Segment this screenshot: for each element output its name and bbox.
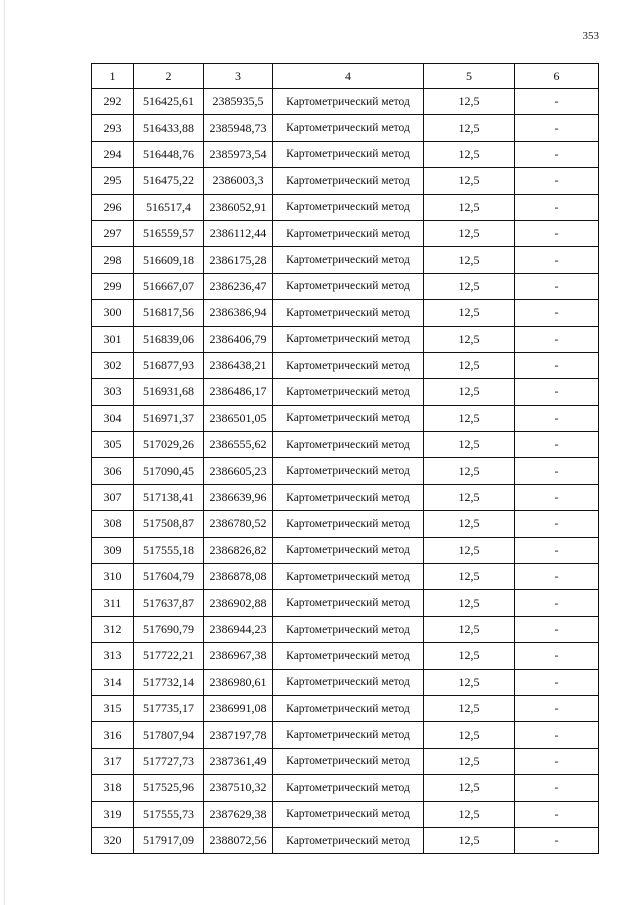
x-coordinate-cell: 516931,68: [134, 379, 204, 405]
accuracy-cell: 12,5: [424, 722, 515, 748]
x-coordinate-cell: 517807,94: [134, 722, 204, 748]
y-coordinate-cell: 2386826,82: [204, 537, 273, 563]
x-coordinate-cell: 517690,79: [134, 616, 204, 642]
note-cell: -: [515, 616, 599, 642]
table-row: [92, 89, 599, 115]
point-number-cell: 297: [92, 220, 134, 246]
method-cell: Картометрический метод: [273, 616, 424, 642]
accuracy-cell: 12,5: [424, 643, 515, 669]
y-coordinate-cell: 2386902,88: [204, 590, 273, 616]
accuracy-cell: 12,5: [424, 669, 515, 695]
note-cell: -: [515, 643, 599, 669]
x-coordinate-cell: 516448,76: [134, 141, 204, 167]
table-row: [92, 801, 599, 827]
x-coordinate-cell: 516971,37: [134, 405, 204, 431]
y-coordinate-cell: 2386780,52: [204, 511, 273, 537]
x-coordinate-cell: 516609,18: [134, 247, 204, 273]
table-row: [92, 775, 599, 801]
column-header: 1: [92, 64, 134, 89]
y-coordinate-cell: 2386639,96: [204, 484, 273, 510]
y-coordinate-cell: 2386003,3: [204, 168, 273, 194]
method-cell: Картометрический метод: [273, 194, 424, 220]
table-row: [92, 115, 599, 141]
method-cell: Картометрический метод: [273, 379, 424, 405]
column-header: 4: [273, 64, 424, 89]
accuracy-cell: 12,5: [424, 247, 515, 273]
table-row: [92, 484, 599, 510]
x-coordinate-cell: 517735,17: [134, 695, 204, 721]
point-number-cell: 308: [92, 511, 134, 537]
note-cell: -: [515, 89, 599, 115]
table-row: [92, 432, 599, 458]
point-number-cell: 318: [92, 775, 134, 801]
accuracy-cell: 12,5: [424, 748, 515, 774]
x-coordinate-cell: 517727,73: [134, 748, 204, 774]
y-coordinate-cell: 2386438,21: [204, 352, 273, 378]
accuracy-cell: 12,5: [424, 352, 515, 378]
table-row: [92, 643, 599, 669]
accuracy-cell: 12,5: [424, 89, 515, 115]
y-coordinate-cell: 2386386,94: [204, 300, 273, 326]
method-cell: Картометрический метод: [273, 141, 424, 167]
point-number-cell: 299: [92, 273, 134, 299]
method-cell: Картометрический метод: [273, 511, 424, 537]
accuracy-cell: 12,5: [424, 801, 515, 827]
y-coordinate-cell: 2386236,47: [204, 273, 273, 299]
method-cell: Картометрический метод: [273, 432, 424, 458]
point-number-cell: 307: [92, 484, 134, 510]
y-coordinate-cell: 2386878,08: [204, 564, 273, 590]
table-row: [92, 722, 599, 748]
x-coordinate-cell: 516667,07: [134, 273, 204, 299]
x-coordinate-cell: 516475,22: [134, 168, 204, 194]
point-number-cell: 317: [92, 748, 134, 774]
note-cell: -: [515, 432, 599, 458]
y-coordinate-cell: 2387197,78: [204, 722, 273, 748]
method-cell: Картометрический метод: [273, 458, 424, 484]
accuracy-cell: 12,5: [424, 458, 515, 484]
point-number-cell: 300: [92, 300, 134, 326]
note-cell: -: [515, 247, 599, 273]
point-number-cell: 319: [92, 801, 134, 827]
x-coordinate-cell: 516839,06: [134, 326, 204, 352]
point-number-cell: 305: [92, 432, 134, 458]
accuracy-cell: 12,5: [424, 379, 515, 405]
page-edge: [4, 0, 5, 905]
table-row: [92, 827, 599, 853]
note-cell: -: [515, 537, 599, 563]
point-number-cell: 309: [92, 537, 134, 563]
note-cell: -: [515, 695, 599, 721]
x-coordinate-cell: 516425,61: [134, 89, 204, 115]
method-cell: Картометрический метод: [273, 695, 424, 721]
table-row: [92, 748, 599, 774]
table-row: [92, 141, 599, 167]
point-number-cell: 306: [92, 458, 134, 484]
accuracy-cell: 12,5: [424, 432, 515, 458]
x-coordinate-cell: 517722,21: [134, 643, 204, 669]
note-cell: -: [515, 458, 599, 484]
column-header: 6: [515, 64, 599, 89]
column-header: 5: [424, 64, 515, 89]
accuracy-cell: 12,5: [424, 827, 515, 853]
table-row: [92, 537, 599, 563]
table-row: [92, 326, 599, 352]
note-cell: -: [515, 669, 599, 695]
y-coordinate-cell: 2387629,38: [204, 801, 273, 827]
note-cell: -: [515, 220, 599, 246]
y-coordinate-cell: 2386052,91: [204, 194, 273, 220]
point-number-cell: 313: [92, 643, 134, 669]
accuracy-cell: 12,5: [424, 115, 515, 141]
accuracy-cell: 12,5: [424, 141, 515, 167]
note-cell: -: [515, 141, 599, 167]
note-cell: -: [515, 273, 599, 299]
note-cell: -: [515, 484, 599, 510]
table-row: [92, 352, 599, 378]
y-coordinate-cell: 2385973,54: [204, 141, 273, 167]
note-cell: -: [515, 194, 599, 220]
y-coordinate-cell: 2385935,5: [204, 89, 273, 115]
table-row: [92, 220, 599, 246]
table-row: [92, 405, 599, 431]
accuracy-cell: 12,5: [424, 300, 515, 326]
method-cell: Картометрический метод: [273, 326, 424, 352]
accuracy-cell: 12,5: [424, 537, 515, 563]
note-cell: -: [515, 352, 599, 378]
point-number-cell: 315: [92, 695, 134, 721]
y-coordinate-cell: 2385948,73: [204, 115, 273, 141]
method-cell: Картометрический метод: [273, 775, 424, 801]
y-coordinate-cell: 2386555,62: [204, 432, 273, 458]
y-coordinate-cell: 2386406,79: [204, 326, 273, 352]
accuracy-cell: 12,5: [424, 484, 515, 510]
table-row: [92, 168, 599, 194]
method-cell: Картометрический метод: [273, 590, 424, 616]
y-coordinate-cell: 2386991,08: [204, 695, 273, 721]
x-coordinate-cell: 517138,41: [134, 484, 204, 510]
method-cell: Картометрический метод: [273, 748, 424, 774]
accuracy-cell: 12,5: [424, 405, 515, 431]
y-coordinate-cell: 2387510,32: [204, 775, 273, 801]
method-cell: Картометрический метод: [273, 643, 424, 669]
method-cell: Картометрический метод: [273, 801, 424, 827]
point-number-cell: 316: [92, 722, 134, 748]
coordinates-table: [91, 63, 599, 854]
y-coordinate-cell: 2386501,05: [204, 405, 273, 431]
x-coordinate-cell: 517555,73: [134, 801, 204, 827]
x-coordinate-cell: 517917,09: [134, 827, 204, 853]
note-cell: -: [515, 300, 599, 326]
x-coordinate-cell: 517029,26: [134, 432, 204, 458]
point-number-cell: 303: [92, 379, 134, 405]
y-coordinate-cell: 2386967,38: [204, 643, 273, 669]
point-number-cell: 311: [92, 590, 134, 616]
column-header: 2: [134, 64, 204, 89]
table-row: [92, 247, 599, 273]
table-row: [92, 695, 599, 721]
table-header-row: [92, 64, 599, 89]
table-row: [92, 273, 599, 299]
point-number-cell: 312: [92, 616, 134, 642]
y-coordinate-cell: 2386175,28: [204, 247, 273, 273]
method-cell: Картометрический метод: [273, 484, 424, 510]
accuracy-cell: 12,5: [424, 220, 515, 246]
y-coordinate-cell: 2386944,23: [204, 616, 273, 642]
method-cell: Картометрический метод: [273, 168, 424, 194]
x-coordinate-cell: 516517,4: [134, 194, 204, 220]
accuracy-cell: 12,5: [424, 775, 515, 801]
method-cell: Картометрический метод: [273, 352, 424, 378]
method-cell: Картометрический метод: [273, 564, 424, 590]
table-row: [92, 194, 599, 220]
point-number-cell: 304: [92, 405, 134, 431]
accuracy-cell: 12,5: [424, 511, 515, 537]
coordinates-table-container: [91, 63, 598, 854]
note-cell: -: [515, 168, 599, 194]
note-cell: -: [515, 722, 599, 748]
x-coordinate-cell: 516559,57: [134, 220, 204, 246]
accuracy-cell: 12,5: [424, 326, 515, 352]
table-row: [92, 458, 599, 484]
point-number-cell: 298: [92, 247, 134, 273]
x-coordinate-cell: 517508,87: [134, 511, 204, 537]
x-coordinate-cell: 517732,14: [134, 669, 204, 695]
method-cell: Картометрический метод: [273, 247, 424, 273]
x-coordinate-cell: 517090,45: [134, 458, 204, 484]
point-number-cell: 292: [92, 89, 134, 115]
y-coordinate-cell: 2386486,17: [204, 379, 273, 405]
point-number-cell: 293: [92, 115, 134, 141]
point-number-cell: 310: [92, 564, 134, 590]
note-cell: -: [515, 590, 599, 616]
method-cell: Картометрический метод: [273, 722, 424, 748]
note-cell: -: [515, 564, 599, 590]
accuracy-cell: 12,5: [424, 273, 515, 299]
table-row: [92, 616, 599, 642]
point-number-cell: 294: [92, 141, 134, 167]
note-cell: -: [515, 801, 599, 827]
note-cell: -: [515, 827, 599, 853]
table-row: [92, 590, 599, 616]
point-number-cell: 302: [92, 352, 134, 378]
point-number-cell: 320: [92, 827, 134, 853]
note-cell: -: [515, 115, 599, 141]
table-row: [92, 300, 599, 326]
note-cell: -: [515, 748, 599, 774]
x-coordinate-cell: 516433,88: [134, 115, 204, 141]
note-cell: -: [515, 511, 599, 537]
method-cell: Картометрический метод: [273, 537, 424, 563]
table-row: [92, 511, 599, 537]
point-number-cell: 296: [92, 194, 134, 220]
accuracy-cell: 12,5: [424, 168, 515, 194]
note-cell: -: [515, 379, 599, 405]
method-cell: Картометрический метод: [273, 220, 424, 246]
accuracy-cell: 12,5: [424, 590, 515, 616]
x-coordinate-cell: 517555,18: [134, 537, 204, 563]
x-coordinate-cell: 516877,93: [134, 352, 204, 378]
method-cell: Картометрический метод: [273, 273, 424, 299]
method-cell: Картометрический метод: [273, 669, 424, 695]
x-coordinate-cell: 516817,56: [134, 300, 204, 326]
point-number-cell: 295: [92, 168, 134, 194]
y-coordinate-cell: 2386980,61: [204, 669, 273, 695]
accuracy-cell: 12,5: [424, 616, 515, 642]
column-header: 3: [204, 64, 273, 89]
table-row: [92, 669, 599, 695]
x-coordinate-cell: 517637,87: [134, 590, 204, 616]
y-coordinate-cell: 2387361,49: [204, 748, 273, 774]
method-cell: Картометрический метод: [273, 115, 424, 141]
x-coordinate-cell: 517525,96: [134, 775, 204, 801]
point-number-cell: 301: [92, 326, 134, 352]
method-cell: Картометрический метод: [273, 405, 424, 431]
table-row: [92, 564, 599, 590]
page-number: 353: [582, 30, 599, 42]
y-coordinate-cell: 2386605,23: [204, 458, 273, 484]
accuracy-cell: 12,5: [424, 564, 515, 590]
table-body: [92, 89, 599, 854]
note-cell: -: [515, 405, 599, 431]
note-cell: -: [515, 326, 599, 352]
note-cell: -: [515, 775, 599, 801]
y-coordinate-cell: 2386112,44: [204, 220, 273, 246]
accuracy-cell: 12,5: [424, 194, 515, 220]
accuracy-cell: 12,5: [424, 695, 515, 721]
table-row: [92, 379, 599, 405]
point-number-cell: 314: [92, 669, 134, 695]
y-coordinate-cell: 2388072,56: [204, 827, 273, 853]
method-cell: Картометрический метод: [273, 300, 424, 326]
method-cell: Картометрический метод: [273, 827, 424, 853]
x-coordinate-cell: 517604,79: [134, 564, 204, 590]
method-cell: Картометрический метод: [273, 89, 424, 115]
